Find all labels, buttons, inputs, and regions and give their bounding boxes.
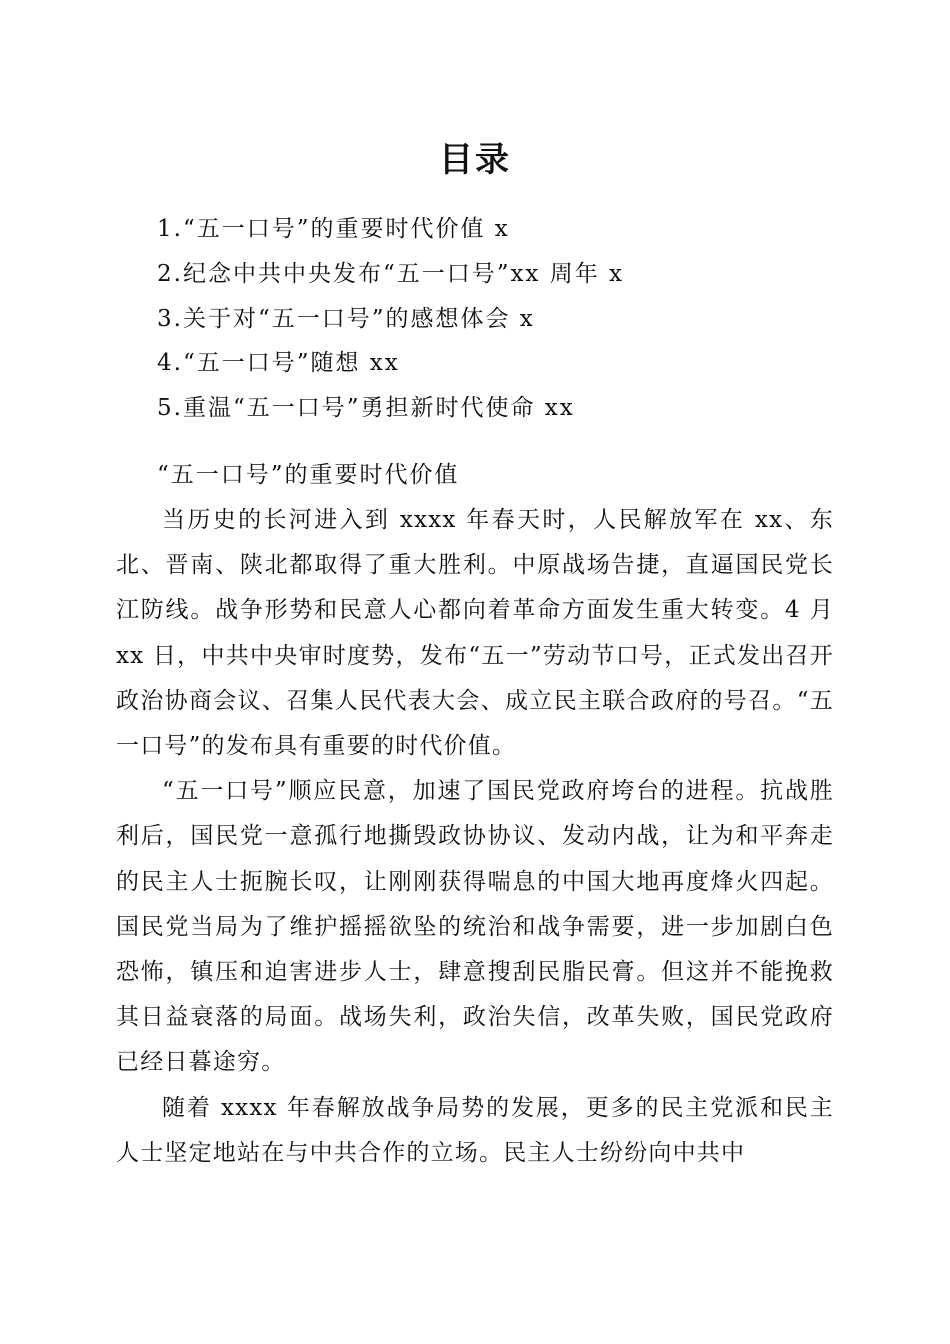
table-of-contents: [157, 207, 857, 431]
body-text: [116, 498, 834, 1176]
paragraph-2: “五一口号”顺应民意，加速了国民党政府垮台的进程。抗战胜利后，国民党一意孤行地撕毁政协协议、发动内战，让为和平奔走的民主人士扼腕长叹，让刚刚获得喘息的中国大地再度烽火四起。国民党当局为了维护摇摇欲坠的统治和战争需要，进一步加剧白色恐怖，镇压和迫害进步人士，肆意搜刮民脂民膏。但这并不能挽救其日益衰落的局面。战场失利，政治失信，改革失败，国民党政府已经日暮途穷。: [116, 778, 834, 1076]
toc-item-1[interactable]: 1.“五一口号”的重要时代价值 x: [157, 216, 510, 242]
section-heading: “五一口号”的重要时代价值: [157, 462, 460, 488]
toc-item-5[interactable]: 5.重温“五一口号”勇担新时代使命 xx: [157, 395, 575, 422]
toc-item-2[interactable]: 2.纪念中共中央发布“五一口号”xx 周年 x: [157, 260, 624, 287]
toc-item-4[interactable]: 4.“五一口号”随想 xx: [157, 350, 400, 377]
toc-item-3[interactable]: 3.关于对“五一口号”的感想体会 x: [157, 305, 535, 332]
paragraph-3: 随着 xxxx 年春解放战争局势的发展，更多的民主党派和民主人士坚定地站在与中共合作的立场。民主人士纷纷向中共中: [116, 1094, 834, 1166]
paragraph-1: 当历史的长河进入到 xxxx 年春天时，人民解放军在 xx、东北、晋南、陕北都取得了重大胜利。中原战场告捷，直逼国民党长江防线。战争形势和民意人心都向着革命方面发生重大转变。4 月 xx 日，中共中央审时度势，发布“五一”劳动节口号，正式发出召开政治协商会议、召集人民代表大会、成立民主联合政府的号召。“五一口号”的发布具有重要的时代价值。: [116, 507, 834, 760]
page-title: 目录: [439, 140, 511, 180]
